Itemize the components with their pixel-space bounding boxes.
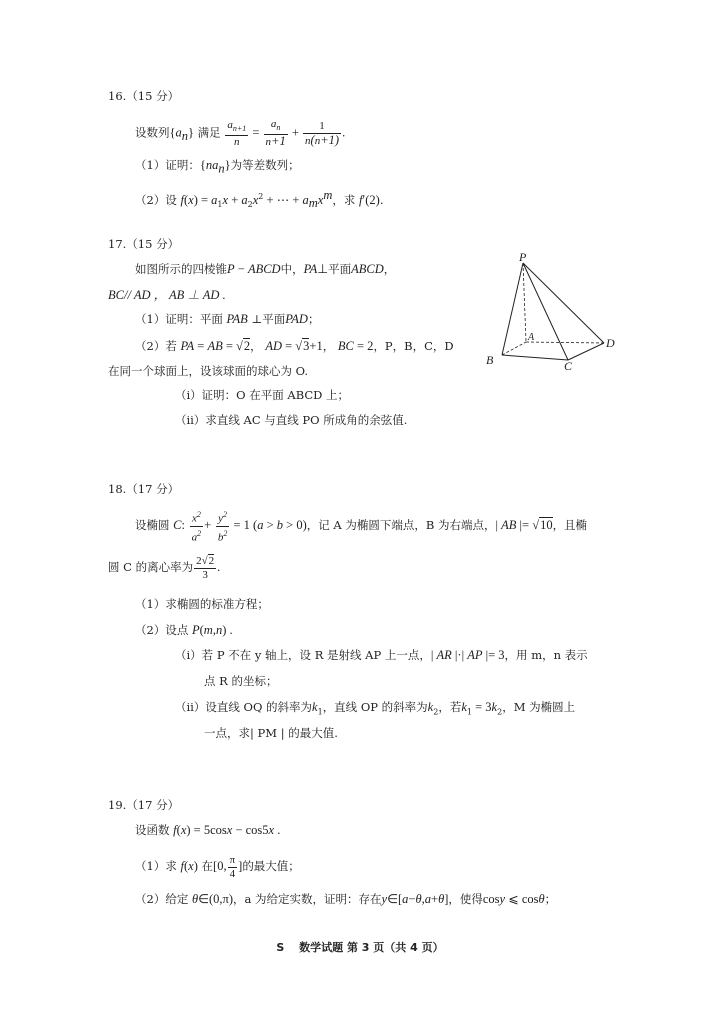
vertex-label-c: C <box>564 359 573 373</box>
q17-header: 17.（15 分） <box>108 237 180 251</box>
q18-sub-i-line2: 点 R 的坐标； <box>204 674 278 688</box>
q18-part1: （1）求椭圆的标准方程； <box>135 597 269 611</box>
q18-sub-ii-line1: （ⅱ）设直线 OQ 的斜率为$k_1$，直线 OP 的斜率为$k_2$，若$k_1 = 3k_2$，M 为椭圆上 <box>175 700 576 717</box>
q17-part2: （2）若 PA = AB = √2， AD = √3+1， BC = 2，P，B，C，D <box>135 339 454 353</box>
q16-header: 16.（15 分） <box>108 89 180 103</box>
pyramid-figure <box>480 250 630 375</box>
q19-header: 19.（17 分） <box>108 798 180 812</box>
q19-line1: 设函数 f(x) = 5cosx − cos5x . <box>135 823 281 837</box>
vertex-label-p: P <box>519 250 527 264</box>
q18-header: 18.（17 分） <box>108 482 180 496</box>
q18-line1: 设椭圆 C: $\frac{x^2}{a^2}$ + $\frac{y^2}{b^2}$ = 1 (a > b > 0)，记 A 为椭圆下端点，B 为右端点，| AB |= √10，且椭 <box>135 510 588 544</box>
q17-part1: （1）证明：平面 PAB ⊥平面PAD； <box>135 312 320 326</box>
q17-line5: 在同一个球面上，设该球面的球心为 O. <box>108 364 309 378</box>
q16-statement: 设数列$\{a_n\}$ 满足 $\frac{a_{n+1}}{n}$ = $\frac{a_n}{n+1}$ + $\frac{1}{n(n+1)}$ . <box>135 118 346 149</box>
q18-line2: 圆 C 的离心率为 $\frac{2√2}{3}$ . <box>108 554 221 581</box>
vertex-label-a: A <box>528 332 535 343</box>
q18-sub-ii-line2: 一点，求| PM | 的最大值. <box>204 726 338 740</box>
q17-sub-i: （ⅰ）证明：O 在平面 ABCD 上； <box>175 388 350 402</box>
q19-part1: （1）求 f(x) 在[0, $\frac{\pi}{4}$ ]的最大值； <box>135 853 300 880</box>
vertex-label-d: D <box>606 336 615 350</box>
q17-line2: BC// AD ， AB ⊥ AD . <box>108 288 226 302</box>
q17-line1: 如图所示的四棱锥P − ABCD中，PA⊥平面ABCD， <box>135 262 396 276</box>
vertex-label-b: B <box>486 353 494 367</box>
q16-part1: （1）证明：$\{na_n\}$为等差数列； <box>135 158 300 176</box>
q18-sub-i-line1: （ⅰ）若 P 不在 y 轴上，设 R 是射线 AP 上一点，| AR |·| AP |= 3，用 m，n 表示 <box>175 648 588 662</box>
q17-sub-ii: （ⅱ）求直线 AC 与直线 PO 所成角的余弦值. <box>175 413 408 427</box>
q18-part2: （2）设点 P(m,n) . <box>135 623 233 637</box>
page-footer: S 数学试题 第 3 页（共 4 页） <box>276 941 444 954</box>
q16-part2: （2）设 $f(x) = a_1x + a_2x^2$ + ⋯ + $a_mx^m$，求 f′(2). <box>135 188 384 211</box>
q19-part2: （2）给定 θ∈(0,π)，a 为给定实数，证明：存在y∈[a−θ,a+θ]，使得cosy ⩽ cosθ； <box>135 892 557 906</box>
